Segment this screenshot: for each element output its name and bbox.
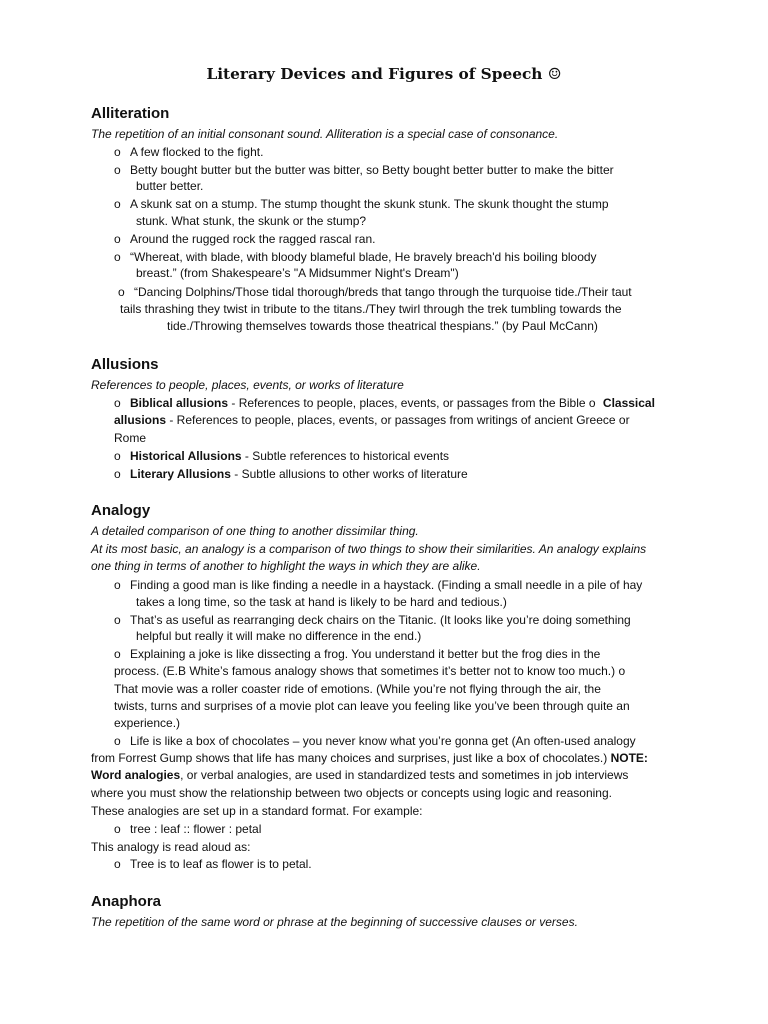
list-item	[114, 466, 468, 483]
heading-anaphora: Anaphora	[91, 893, 162, 910]
list-item	[114, 395, 655, 412]
literary-allusions-label: Literary Allusions	[130, 467, 231, 481]
list-item-text: A few flocked to the fight.	[130, 145, 264, 159]
list-item-continuation: stunk. What stunk, the skunk or the stump?	[136, 214, 367, 228]
bullet-icon: o	[114, 822, 121, 836]
classical-allusions-text: - References to people, places, events, or passages from writings of ancient Greece or	[166, 413, 630, 427]
list-item-text: Betty bought butter but the butter was bitter, so Betty bought better butter to make the bitter	[130, 163, 614, 177]
paragraph-line	[91, 767, 628, 784]
historical-allusions-text: - Subtle references to historical events	[241, 449, 450, 463]
heading-allusions: Allusions	[91, 356, 159, 373]
heading-analogy: Analogy	[91, 502, 151, 519]
list-item	[114, 821, 261, 838]
analogy-explanation: At its most basic, an analogy is a comparison of two things to show their similarities. An analogy explains	[91, 542, 647, 556]
list-item-continuation: butter better.	[136, 179, 204, 193]
list-item-continuation: experience.)	[114, 716, 181, 730]
list-item-text: A skunk sat on a stump. The stump thought the skunk stunk. The skunk thought the stump	[130, 197, 609, 211]
allusions-definition: References to people, places, events, or works of literature	[91, 378, 404, 392]
bullet-icon: o	[114, 613, 121, 627]
list-item	[114, 577, 642, 594]
bullet-icon: o	[114, 197, 121, 211]
bullet-icon: o	[114, 145, 121, 159]
list-item-continuation: That movie was a roller coaster ride of emotions. (While you’re not flying through the air, the	[114, 682, 601, 696]
heading-alliteration: Alliteration	[91, 105, 170, 122]
list-item-text: Around the rugged rock the ragged rascal ran.	[130, 232, 376, 246]
note-label: NOTE:	[610, 751, 648, 765]
bullet-icon: o	[114, 857, 121, 871]
list-item	[114, 733, 636, 750]
bullet-icon: o	[114, 250, 121, 264]
analogy-definition: A detailed comparison of one thing to another dissimilar thing.	[91, 524, 419, 538]
classical-allusions-label: Classical	[602, 396, 655, 410]
biblical-allusions-label: Biblical allusions	[130, 396, 229, 410]
list-item-text: Finding a good man is like finding a needle in a haystack. (Finding a small needle in a pile of hay	[130, 578, 643, 592]
biblical-allusions-text: - References to people, places, events, or passages from the Bible	[228, 396, 586, 410]
paragraph-line: These analogies are set up in a standard format. For example:	[91, 804, 423, 818]
list-item	[114, 144, 263, 161]
list-item-continuation	[91, 750, 648, 767]
classical-allusions-label: allusions	[114, 413, 167, 427]
bullet-icon: o	[114, 449, 121, 463]
list-item	[114, 196, 609, 213]
literary-allusions-text: - Subtle allusions to other works of literature	[230, 467, 468, 481]
bullet-icon: o	[114, 734, 121, 748]
list-item-text: That’s as useful as rearranging deck chairs on the Titanic. (It looks like you’re doing something	[130, 613, 631, 627]
list-item-text: Tree is to leaf as flower is to petal.	[130, 857, 312, 871]
list-item	[114, 231, 375, 248]
paragraph-text: , or verbal analogies, are used in standardized tests and sometimes in job interviews	[180, 768, 629, 782]
document-title: Literary Devices and Figures of Speech ☺	[206, 65, 562, 83]
list-item	[114, 162, 614, 179]
list-item-text: Explaining a joke is like dissecting a frog. You understand it better but the frog dies in the	[130, 647, 601, 661]
list-item-continuation	[114, 412, 630, 429]
list-item-continuation: takes a long time, so the task at hand is likely to be hard and tedious.)	[136, 595, 507, 609]
list-item	[114, 612, 631, 629]
list-item-text: from Forrest Gump shows that life has many choices and surprises, just like a box of chocolates.)	[91, 751, 608, 765]
list-item-text: Life is like a box of chocolates – you never know what you’re gonna get (An often-used analogy	[130, 734, 636, 748]
bullet-icon: o	[114, 578, 121, 592]
bullet-icon: o	[114, 163, 121, 177]
bullet-icon: o	[114, 396, 121, 410]
list-item-text: “Dancing Dolphins/Those tidal thorough/breds that tango through the turquoise tide./Their taut	[134, 285, 632, 299]
paragraph-line: where you must show the relationship between two objects or concepts using logic and reasoning.	[91, 786, 612, 800]
word-analogies-label: Word analogies	[91, 768, 181, 782]
list-item-continuation: helpful but really it will make no difference in the end.)	[136, 629, 422, 643]
paragraph-line: This analogy is read aloud as:	[91, 840, 251, 854]
list-item-continuation: tails thrashing they twist in tribute to the titans./They twirl through the trek tumbling towards the	[120, 302, 622, 316]
alliteration-definition: The repetition of an initial consonant sound. Alliteration is a special case of consonance.	[91, 127, 559, 141]
bullet-icon: o	[114, 467, 121, 481]
list-item	[114, 856, 312, 873]
list-item-text: tree : leaf :: flower : petal	[130, 822, 262, 836]
list-item-continuation: tide./Throwing themselves towards those theatrical thespians.” (by Paul McCann)	[167, 319, 598, 333]
list-item	[114, 646, 600, 663]
historical-allusions-label: Historical Allusions	[130, 449, 242, 463]
bullet-icon: o	[114, 232, 121, 246]
list-item-continuation: breast.” (from Shakespeare’s "A Midsummer Night's Dream")	[136, 266, 459, 280]
list-item-continuation: Rome	[114, 431, 147, 445]
bullet-icon: o	[588, 396, 596, 410]
bullet-icon: o	[118, 285, 125, 299]
list-item-text: “Whereat, with blade, with bloody blameful blade, He bravely breach'd his boiling bloody	[130, 250, 597, 264]
list-item-continuation: process. (E.B White’s famous analogy shows that sometimes it’s better not to know too much.) o	[114, 664, 626, 678]
list-item-continuation: twists, turns and surprises of a movie plot can leave you feeling like you’ve been through quite an	[114, 699, 630, 713]
bullet-icon: o	[114, 647, 121, 661]
analogy-explanation: one thing in terms of another to highlight the ways in which they are alike.	[91, 559, 481, 573]
list-item	[114, 448, 449, 465]
anaphora-definition: The repetition of the same word or phrase at the beginning of successive clauses or verses.	[91, 915, 578, 929]
list-item	[114, 249, 597, 266]
list-item	[118, 284, 632, 301]
